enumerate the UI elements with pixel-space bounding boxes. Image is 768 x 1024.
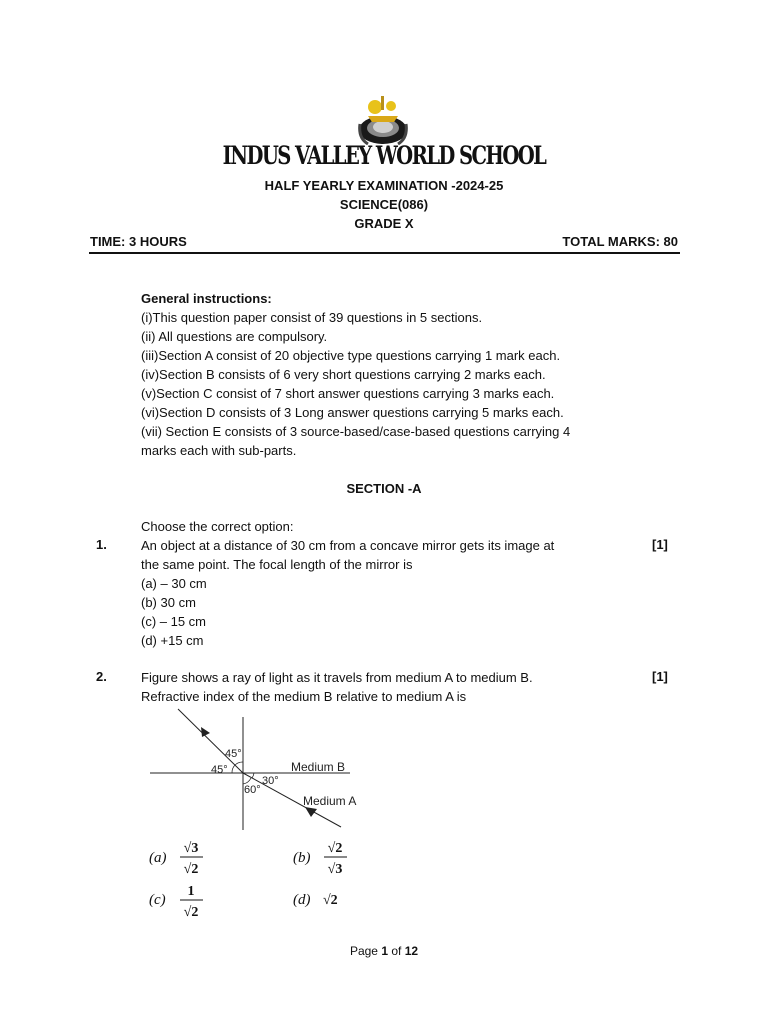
school-logo-icon bbox=[354, 94, 412, 148]
total-marks: TOTAL MARKS: 80 bbox=[562, 234, 678, 249]
option-a-numerator: √3 bbox=[183, 841, 199, 856]
question-number: 1. bbox=[96, 537, 107, 552]
school-name: INDUS VALLEY WORLD SCHOOL bbox=[222, 141, 546, 170]
page-footer bbox=[0, 944, 768, 958]
question-text: the same point. The focal length of the mirror is bbox=[141, 557, 413, 572]
section-title: SECTION -A bbox=[346, 481, 422, 496]
option-b-numerator: √2 bbox=[327, 841, 343, 856]
instruction-line: (vii) Section E consists of 3 source-based/case-based questions carrying 4 bbox=[141, 424, 571, 439]
ray-arrow-icon bbox=[305, 807, 317, 817]
subject-title: SCIENCE(086) bbox=[339, 197, 429, 212]
angle-label: 45° bbox=[225, 748, 242, 760]
medium-b-label: Medium B bbox=[291, 760, 346, 774]
option-b-label: (b) bbox=[293, 850, 311, 866]
instruction-line: (vi)Section D consists of 3 Long answer questions carrying 5 marks each. bbox=[141, 405, 564, 420]
angle-label: 30° bbox=[262, 775, 279, 787]
instruction-line: marks each with sub-parts. bbox=[141, 443, 297, 458]
option-d-label: (d) bbox=[293, 892, 311, 908]
instruction-line: (ii) All questions are compulsory. bbox=[141, 329, 328, 344]
grade-title: GRADE X bbox=[354, 216, 414, 231]
refraction-diagram bbox=[145, 705, 360, 833]
header-divider bbox=[89, 252, 680, 254]
question-text: Figure shows a ray of light as it travels from medium A to medium B. bbox=[141, 670, 533, 685]
option-c-label: (c) bbox=[149, 892, 166, 908]
answer-option: (d) +15 cm bbox=[141, 633, 204, 648]
question-text: An object at a distance of 30 cm from a concave mirror gets its image at bbox=[141, 538, 555, 553]
question-marks: [1] bbox=[652, 537, 668, 552]
total-pages: 12 bbox=[404, 944, 419, 958]
question-text: Refractive index of the medium B relative to medium A is bbox=[141, 689, 467, 704]
option-d-value: √2 bbox=[323, 893, 338, 908]
instructions-title: General instructions: bbox=[141, 291, 272, 306]
of-word: of bbox=[391, 944, 402, 958]
instruction-line: (iii)Section A consist of 20 objective type questions carrying 1 mark each. bbox=[141, 348, 561, 363]
option-c-denominator: √2 bbox=[183, 905, 199, 920]
choose-prompt: Choose the correct option: bbox=[141, 519, 294, 534]
angle-label: 45° bbox=[211, 764, 228, 776]
page-word: Page bbox=[349, 944, 378, 958]
instruction-line: (iv)Section B consists of 6 very short questions carrying 2 marks each. bbox=[141, 367, 546, 382]
question-number: 2. bbox=[96, 669, 107, 684]
instruction-line: (i)This question paper consist of 39 questions in 5 sections. bbox=[141, 310, 483, 325]
fraction-options bbox=[145, 835, 375, 927]
instruction-line: (v)Section C consist of 7 short answer questions carrying 3 marks each. bbox=[141, 386, 555, 401]
exam-title: HALF YEARLY EXAMINATION -2024-25 bbox=[264, 178, 504, 193]
angle-label: 60° bbox=[244, 784, 261, 796]
question-marks: [1] bbox=[652, 669, 668, 684]
option-a-denominator: √2 bbox=[183, 862, 199, 877]
answer-option: (c) – 15 cm bbox=[141, 614, 207, 629]
exam-time: TIME: 3 HOURS bbox=[90, 234, 187, 249]
answer-option: (a) – 30 cm bbox=[141, 576, 207, 591]
option-a-label: (a) bbox=[149, 850, 167, 866]
page-number: 1 bbox=[381, 944, 388, 958]
option-b-denominator: √3 bbox=[327, 862, 343, 877]
medium-a-label: Medium A bbox=[303, 794, 357, 808]
option-c-numerator: 1 bbox=[187, 884, 195, 899]
answer-option: (b) 30 cm bbox=[141, 595, 196, 610]
